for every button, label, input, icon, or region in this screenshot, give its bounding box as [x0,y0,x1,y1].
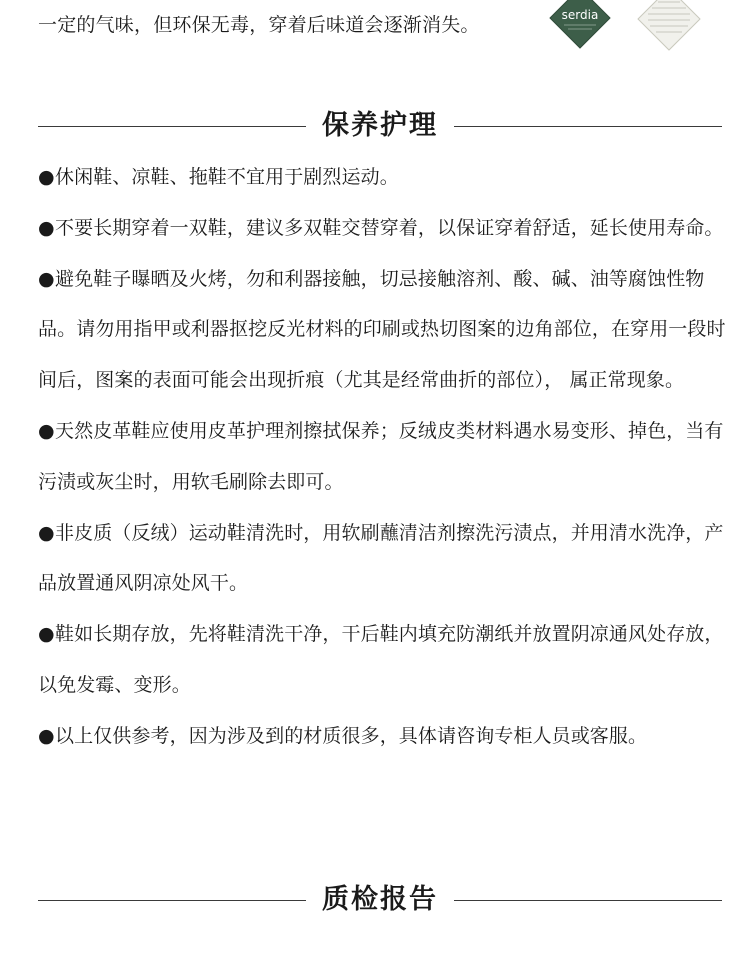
quality-section-title: 质检报告 [322,884,438,915]
bullet-icon: ● [38,419,55,442]
care-section-title: 保养护理 [322,110,438,141]
care-instructions [38,152,738,762]
care-item: ●天然皮革鞋应使用皮革护理剂擦拭保养；反绒皮类材料遇水易变形、掉色，当有污渍或灰尘时，用软毛刷除去即可。 [38,406,728,508]
right-divider [454,126,722,127]
care-section-header [38,106,722,146]
intro-text-tail: 一定的气味，但环保无毒，穿着后味道会逐渐消失。 [38,14,480,36]
bullet-icon: ● [38,267,55,290]
quality-section-header [38,880,722,920]
bullet-icon: ● [38,623,55,646]
care-item: ●休闲鞋、凉鞋、拖鞋不宜用于剧烈运动。 [38,152,738,203]
care-item: ●以上仅供参考，因为涉及到的材质很多，具体请咨询专柜人员或客服。 [38,711,738,762]
right-divider [454,900,722,901]
serdia-hang-tag [548,0,612,50]
care-item: ●避免鞋子曝晒及火烤，勿和利器接触，切忌接触溶剂、酸、碱、油等腐蚀性物品。请勿用指甲或利器抠挖反光材料的印刷或热切图案的边角部位，在穿用一段时间后，图案的表面可能会出现折痕（尤其是经常曲折的部位）， 属正常现象。 [38,254,726,406]
bullet-icon: ● [38,521,55,544]
care-item: ●非皮质（反绒）运动鞋清洗时，用软刷蘸清洁剂擦洗污渍点，并用清水洗净，产品放置通风阴凉处风干。 [38,508,728,610]
bullet-icon: ● [38,216,55,239]
serdia-tag-label: serdia [561,8,599,22]
care-item: ●不要长期穿着一双鞋，建议多双鞋交替穿着，以保证穿着舒适，延长使用寿命。 [38,203,738,254]
product-info-tag [636,0,702,52]
bullet-icon: ● [38,166,55,188]
bullet-icon: ● [38,724,55,747]
care-item: ●鞋如长期存放，先将鞋清洗干净，干后鞋内填充防潮纸并放置阴凉通风处存放，以免发霉、变形。 [38,609,728,711]
